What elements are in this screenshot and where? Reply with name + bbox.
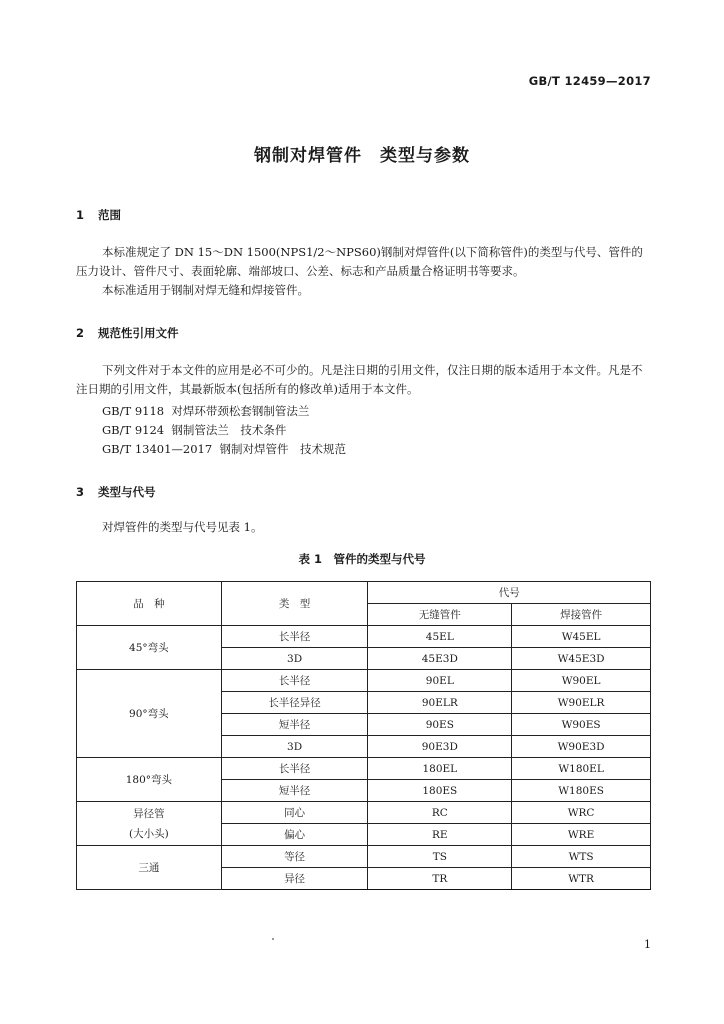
type-cell: 偏心 [221,824,368,846]
variety-cell: 90°弯头 [77,670,222,758]
section-number: 1 [76,208,85,222]
seamless-code-cell: RC [368,802,512,824]
fittings-table [76,581,651,890]
section-title: 规范性引用文件 [98,326,179,340]
header-welded: 焊接管件 [512,604,651,626]
header-code: 代号 [368,582,651,604]
seamless-code-cell: 180EL [368,758,512,780]
scan-speck [272,938,274,940]
table-row [77,802,651,824]
section-3-heading [76,484,156,500]
welded-code-cell: W90ELR [512,692,651,714]
type-cell: 长半径 [221,758,368,780]
type-cell: 等径 [221,846,368,868]
seamless-code-cell: 45E3D [368,648,512,670]
type-cell: 长半径异径 [221,692,368,714]
types-paragraph: 对焊管件的类型与代号见表 1。 [102,520,263,534]
table-body [77,626,651,890]
scope-paragraph-2: 本标准适用于钢制对焊无缝和焊接管件。 [102,283,309,297]
variety-cell: 180°弯头 [77,758,222,802]
variety-cell: 三通 [77,846,222,890]
welded-code-cell: WTR [512,868,651,890]
seamless-code-cell: 90ES [368,714,512,736]
type-cell: 短半径 [221,714,368,736]
table-row [77,626,651,648]
section-1-heading [76,207,121,223]
reference-code: GB/T 9124 [102,423,165,437]
welded-code-cell: WTS [512,846,651,868]
reference-title: 钢制管法兰 技术条件 [171,423,287,437]
seamless-code-cell: TR [368,868,512,890]
type-cell: 3D [221,736,368,758]
reference-item [102,441,346,457]
type-cell: 异径 [221,868,368,890]
reference-item [102,422,286,438]
reference-code: GB/T 9118 [102,404,165,418]
section-number: 3 [76,485,85,499]
document-title: 钢制对焊管件 类型与参数 [254,146,470,166]
type-cell: 长半径 [221,626,368,648]
seamless-code-cell: 90EL [368,670,512,692]
section-number: 2 [76,326,85,340]
table-row [77,670,651,692]
reference-title: 钢制对焊管件 技术规范 [219,442,347,456]
welded-code-cell: W180ES [512,780,651,802]
welded-code-cell: W90ES [512,714,651,736]
welded-code-cell: W45EL [512,626,651,648]
seamless-code-cell: 180ES [368,780,512,802]
reference-code: GB/T 13401—2017 [102,442,213,456]
welded-code-cell: WRE [512,824,651,846]
references-paragraph: 下列文件对于本文件的应用是必不可少的。凡是注日期的引用文件，仅注日期的版本适用于本文件。凡是不注日期的引用文件，其最新版本(包括所有的修改单)适用于本文件。 [76,363,643,396]
variety-cell: 异径管 (大小头) [77,802,222,846]
header-type: 类 型 [221,582,368,626]
welded-code-cell: WRC [512,802,651,824]
standard-number: GB/T 12459—2017 [528,74,651,88]
header-variety: 品 种 [77,582,222,626]
reference-title: 对焊环带颈松套钢制管法兰 [171,404,310,418]
section-title: 范围 [98,208,121,222]
table-row [77,846,651,868]
seamless-code-cell: 90E3D [368,736,512,758]
scope-paragraph-1: 本标准规定了 DN 15～DN 1500(NPS1/2～NPS60)钢制对焊管件(以下简称管件)的类型与代号、管件的压力设计、管件尺寸、表面轮廓、端部坡口、公差、标志和产品质量合格证明书等要求。 [76,245,643,278]
section-title: 类型与代号 [98,485,156,499]
type-cell: 短半径 [221,780,368,802]
seamless-code-cell: 90ELR [368,692,512,714]
section-2-heading [76,325,179,341]
type-cell: 3D [221,648,368,670]
page-number: 1 [644,938,651,951]
welded-code-cell: W90EL [512,670,651,692]
seamless-code-cell: RE [368,824,512,846]
table-caption: 表 1 管件的类型与代号 [298,552,426,566]
type-cell: 长半径 [221,670,368,692]
variety-cell: 45°弯头 [77,626,222,670]
welded-code-cell: W180EL [512,758,651,780]
welded-code-cell: W90E3D [512,736,651,758]
seamless-code-cell: TS [368,846,512,868]
type-cell: 同心 [221,802,368,824]
welded-code-cell: W45E3D [512,648,651,670]
reference-item [102,403,309,419]
header-seamless: 无缝管件 [368,604,512,626]
table-row [77,758,651,780]
seamless-code-cell: 45EL [368,626,512,648]
